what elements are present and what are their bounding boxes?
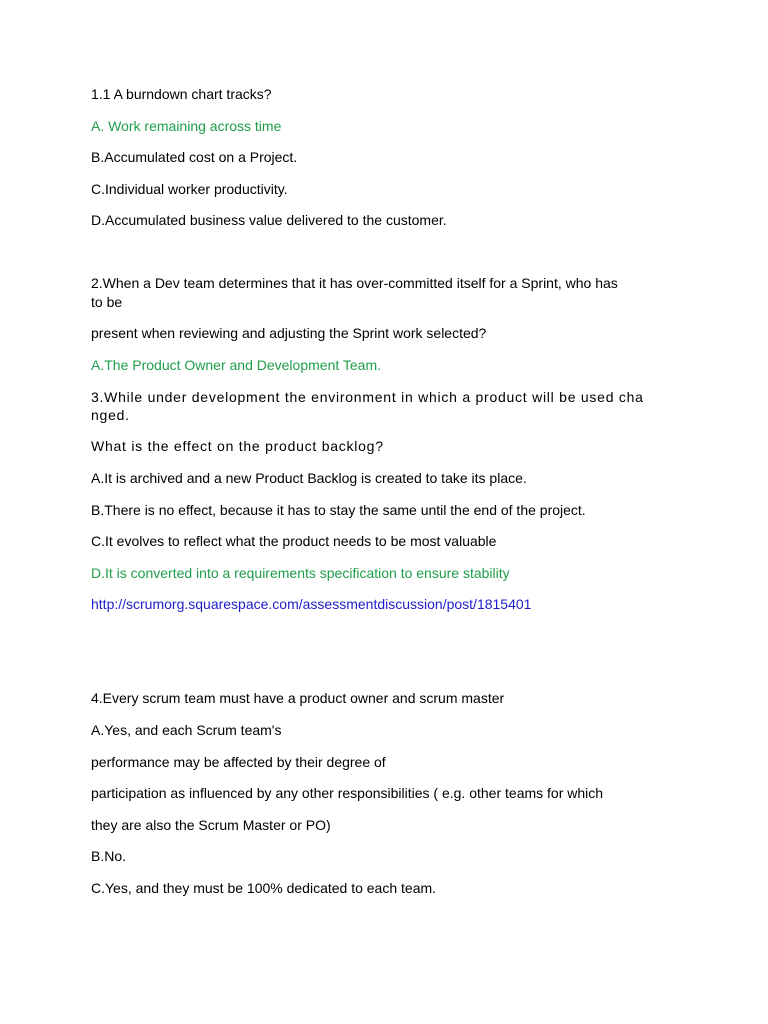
- q3-question-line3: What is the effect on the product backlog?: [91, 438, 384, 454]
- q1-option-b: B.Accumulated cost on a Project.: [91, 149, 298, 165]
- q3-option-a: A.It is archived and a new Product Backlog is created to take its place.: [91, 470, 527, 486]
- q2-answer-a: A.The Product Owner and Development Team.: [91, 357, 382, 373]
- q4-option-a-line4: they are also the Scrum Master or PO): [91, 817, 331, 833]
- q4-option-a-line2: performance may be affected by their degree of: [91, 754, 386, 770]
- q3-question-line1: 3.While under development the environment in which a product will be used cha: [91, 389, 644, 405]
- q4-option-b: B.No.: [91, 848, 127, 864]
- q2-question-line3: present when reviewing and adjusting the Sprint work selected?: [91, 325, 487, 341]
- q1-option-c: C.Individual worker productivity.: [91, 181, 288, 197]
- q3-question-line2: nged.: [91, 407, 130, 423]
- reference-link[interactable]: http://scrumorg.squarespace.com/assessmentdiscussion/post/1815401: [91, 596, 532, 612]
- q2-question-line2: to be: [91, 294, 123, 310]
- q4-option-a-line3: participation as influenced by any other responsibilities ( e.g. other teams for which: [91, 785, 604, 801]
- q3-option-b: B.There is no effect, because it has to stay the same until the end of the project.: [91, 502, 586, 518]
- q4-option-c: C.Yes, and they must be 100% dedicated to each team.: [91, 880, 437, 896]
- q4-option-a-line1: A.Yes, and each Scrum team's: [91, 722, 282, 738]
- q1-option-d: D.Accumulated business value delivered to the customer.: [91, 212, 447, 228]
- q4-question: 4.Every scrum team must have a product owner and scrum master: [91, 690, 505, 706]
- q3-reference-link-line: [91, 596, 681, 613]
- q1-answer-a: A. Work remaining across time: [91, 118, 282, 134]
- q3-answer-d: D.It is converted into a requirements specification to ensure stability: [91, 565, 510, 581]
- q2-question-line1: 2.When a Dev team determines that it has over-committed itself for a Sprint, who has: [91, 275, 618, 291]
- q1-question: 1.1 A burndown chart tracks?: [91, 86, 272, 102]
- q3-option-c: C.It evolves to reflect what the product needs to be most valuable: [91, 533, 497, 549]
